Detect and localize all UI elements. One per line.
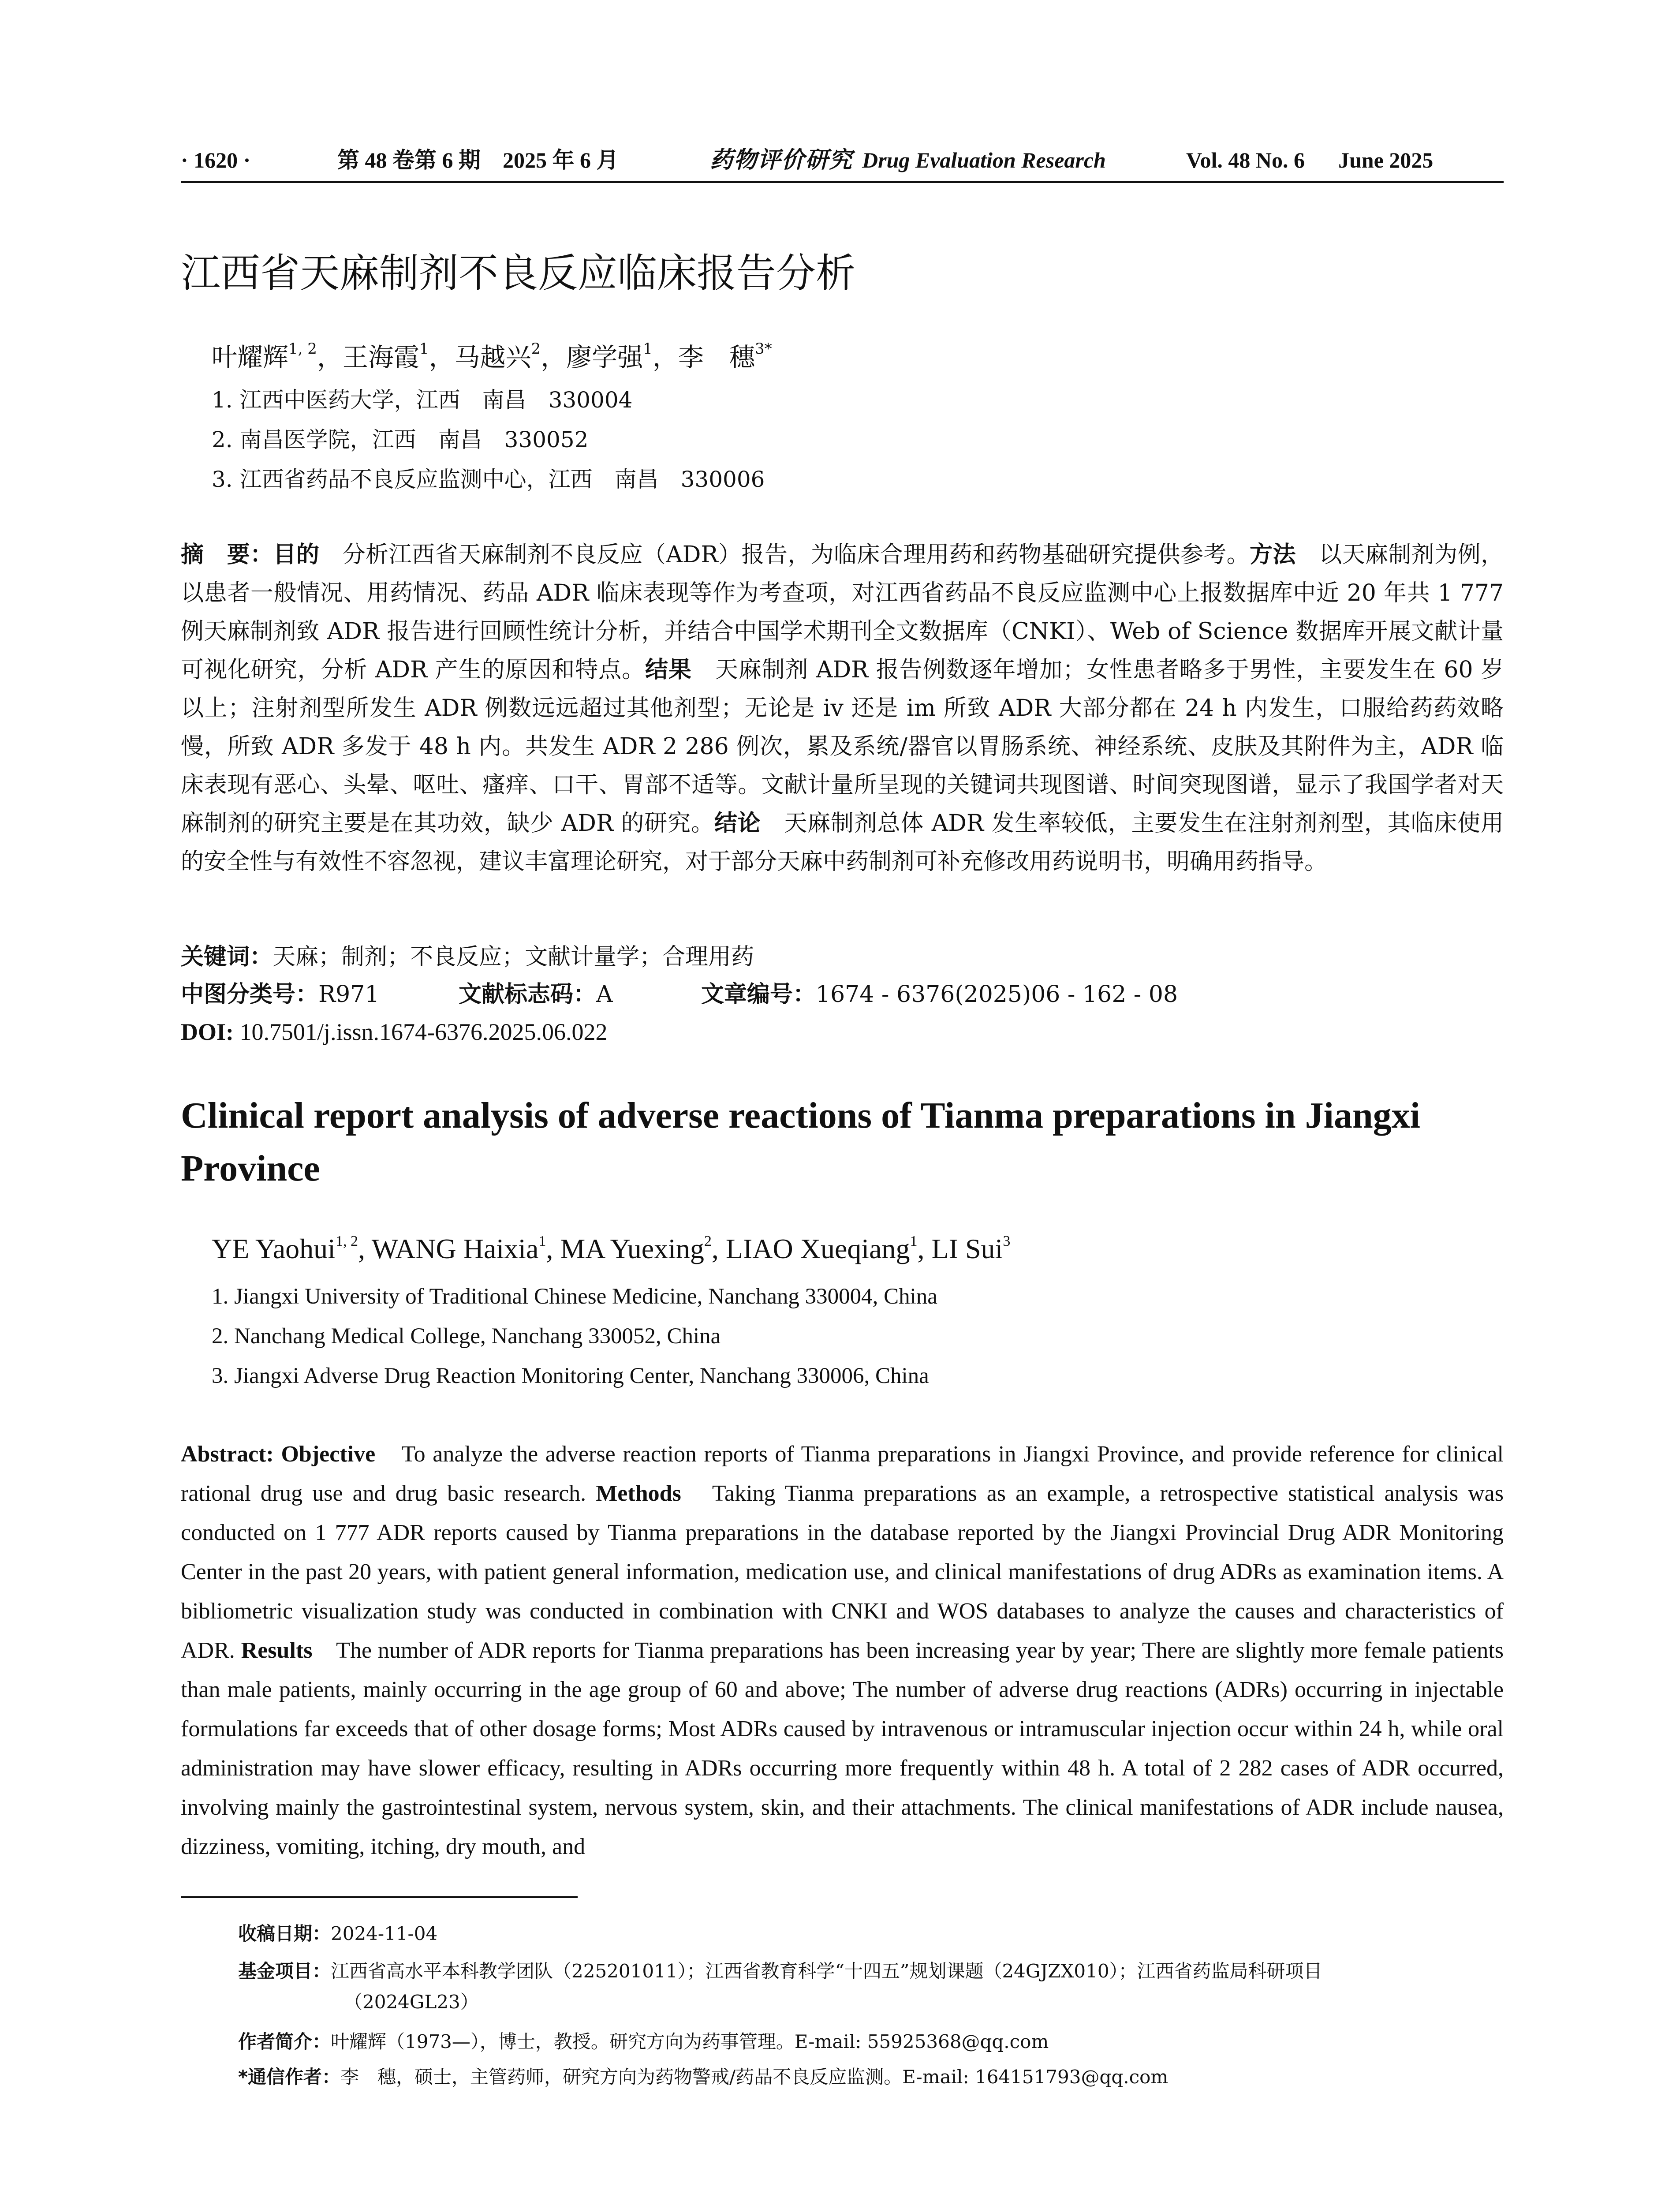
objective-label-cn: 目的	[273, 542, 320, 568]
affiliation-cn-3: 3. 江西省药品不良反应监测中心，江西 南昌 330006	[212, 467, 765, 492]
author-cn: 李 穗$^{3*}$	[678, 340, 772, 372]
doi-value: 10.7501/j.issn.1674-6376.2025.06.022	[234, 1019, 608, 1045]
conclusion-text-cn: 天麻制剂总体 ADR 发生率较低，主要发生在注射剂剂型，其临床使用的安全性与有效性不容忽视，建议丰富理论研究，对于部分天麻中药制剂可补充修改用药说明书，明确用药指导。	[181, 810, 1504, 875]
methods-label-cn: 方法	[1250, 542, 1296, 568]
footnote-received: 收稿日期：2024-11-04	[238, 1923, 438, 1944]
author-en: LIAO Xueqiang$^1$,	[725, 1233, 932, 1264]
results-text-cn: 天麻制剂 ADR 报告例数逐年增加；女性患者略多于男性，主要发生在 60 岁以上；注射剂型所发生 ADR 例数远远超过其他剂型；无论是 iv 还是 im 所致 ADR 大部分都在 24 h 内发生，口服给药药效略慢，所致 ADR 多发于 48 h 内。共发生 ADR 2 286 例次，累及系统/器官以胃肠系统、神经系统、皮肤及其附件为主，ADR 临床表现有恶心、头晕、呕吐、瘙痒、口干、胃部不适等。文献计量所呈现的关键词共现图谱、时间突现图谱，显示了我国学者对天麻制剂的研究主要是在其功效，缺少 ADR 的研究。	[181, 657, 1504, 837]
objective-text-cn: 分析江西省天麻制剂不良反应（ADR）报告，为临床合理用药和药物基础研究提供参考。	[319, 542, 1250, 568]
volume-issue-en: Vol. 48 No. 6	[1186, 148, 1305, 172]
abstract-label-en: Abstract: Objective	[181, 1442, 376, 1467]
issue-date-en: June 2025	[1338, 148, 1434, 172]
journal-logo-cn: 药物评价研究	[710, 146, 853, 173]
conclusion-label-cn: 结论	[714, 810, 761, 837]
article-title-en: Clinical report analysis of adverse reactions of Tianma preparations in Jiangxi Province	[181, 1095, 1421, 1189]
author-cn: 叶耀辉$^{1, 2}$，	[212, 340, 343, 372]
author-cn: 王海霞$^1$，	[342, 340, 455, 372]
methods-text-en: Taking Tianma preparations as an example, a retrospective statistical analysis was conducted on 1 777 ADR reports caused by Tianma preparations in the database reported by the Jiangxi Provincial Drug ADR Monitoring Center in the past 20 years, with patient general information, medication use, and clinical manifestations of drug ADRs as examination items. A bibliometric visualization study was conducted in combination with CNKI and WOS databases to analyze the causes and characteristics of ADR.	[181, 1481, 1504, 1663]
keywords-cn	[181, 939, 754, 975]
affiliation-cn-1: 1. 江西中医药大学，江西 南昌 330004	[212, 387, 633, 413]
affiliation-cn-2: 2. 南昌医学院，江西 南昌 330052	[212, 427, 589, 452]
article-title-cn: 江西省天麻制剂不良反应临床报告分析	[181, 250, 855, 296]
author-en: WANG Haixia$^1$,	[371, 1233, 560, 1264]
affiliation-en-2: 2. Nanchang Medical College, Nanchang 330052, China	[212, 1324, 721, 1349]
results-label-cn: 结果	[645, 657, 692, 683]
keywords-label-cn: 关键词：	[181, 944, 273, 970]
abstract-en	[181, 1435, 1504, 1866]
abstract-cn	[181, 536, 1504, 881]
doi	[181, 1014, 608, 1050]
clc-number: 中图分类号：R971	[181, 981, 380, 1008]
running-header	[181, 140, 1504, 183]
results-label-en: Results	[241, 1638, 313, 1663]
page-number: · 1620 ·	[181, 148, 251, 172]
footnote-divider	[181, 1896, 578, 1898]
results-text-en: The number of ADR reports for Tianma preparations has been increasing year by year; There are slightly more female patients than male patients, mainly occurring in the age group of 60 and above; The number of adverse drug reactions (ADRs) occurring in injectable formulations far exceeds that of other dosage forms; Most ADRs caused by intravenous or intramuscular injection occur within 24 h, while oral administration may have slower efficacy, resulting in ADRs occurring more frequently within 48 h. A total of 2 282 cases of ADR occurred, involving mainly the gastrointestinal system, nervous system, skin, and their attachments. The clinical manifestations of ADR include nausea, dizziness, vomiting, itching, dry mouth, and	[181, 1638, 1504, 1859]
methods-text-cn: 以天麻制剂为例，以患者一般情况、用药情况、药品 ADR 临床表现等作为考查项，对江西省药品不良反应监测中心上报数据库中近 20 年共 1 777 例天麻制剂致 ADR 报告进行回顾性统计分析，并结合中国学术期刊全文数据库（CNKI）、Web of Science 数据库开展文献计量可视化研究，分析 ADR 产生的原因和特点。	[181, 542, 1504, 683]
footnote-author-bio: 作者简介：叶耀辉（1973—），博士，教授。研究方向为药事管理。E-mail: 55925368@qq.com	[238, 2031, 1049, 2052]
author-list-cn	[212, 340, 772, 375]
affiliation-en-3: 3. Jiangxi Adverse Drug Reaction Monitoring Center, Nanchang 330006, China	[212, 1364, 929, 1388]
footnote-corresponding: *通信作者：李 穗，硕士，主管药师，研究方向为药物警戒/药品不良反应监测。E-mail: 164151793@qq.com	[238, 2066, 1169, 2088]
author-en: YE Yaohui$^{1, 2}$,	[212, 1233, 372, 1264]
abstract-label-cn: 摘 要：	[181, 542, 273, 568]
classification-line	[181, 977, 1504, 1012]
footnote-fund: 基金项目：江西省高水平本科教学团队（225201011）；江西省教育科学“十四五”规划课题（24GJZX010）；江西省药监局科研项目	[238, 1960, 1322, 1982]
journal-name-en: Drug Evaluation Research	[862, 148, 1106, 172]
author-en: LI Sui$^3$	[931, 1233, 1011, 1264]
methods-label-en: Methods	[596, 1481, 681, 1506]
keywords-value-cn: 天麻；制剂；不良反应；文献计量学；合理用药	[273, 944, 754, 970]
article-number: 文章编号：1674 - 6376(2025)06 - 162 - 08	[701, 981, 1178, 1008]
author-list-en	[212, 1230, 1010, 1267]
author-cn: 马越兴$^2$，	[454, 340, 567, 372]
footnote-fund-cont: （2024GL23）	[344, 1991, 479, 2013]
author-cn: 廖学强$^1$，	[566, 340, 678, 372]
affiliation-en-1: 1. Jiangxi University of Traditional Chinese Medicine, Nanchang 330004, China	[212, 1284, 937, 1309]
doi-label: DOI:	[181, 1019, 234, 1045]
objective-text-en: To analyze the adverse reaction reports of Tianma preparations in Jiangxi Province, and provide reference for clinical rational drug use and drug basic research.	[181, 1442, 1504, 1506]
document-code: 文献标志码：A	[459, 981, 613, 1008]
volume-issue-cn: 第 48 卷第 6 期 2025 年 6 月	[337, 148, 619, 172]
author-en: MA Yuexing$^2$,	[560, 1233, 726, 1264]
